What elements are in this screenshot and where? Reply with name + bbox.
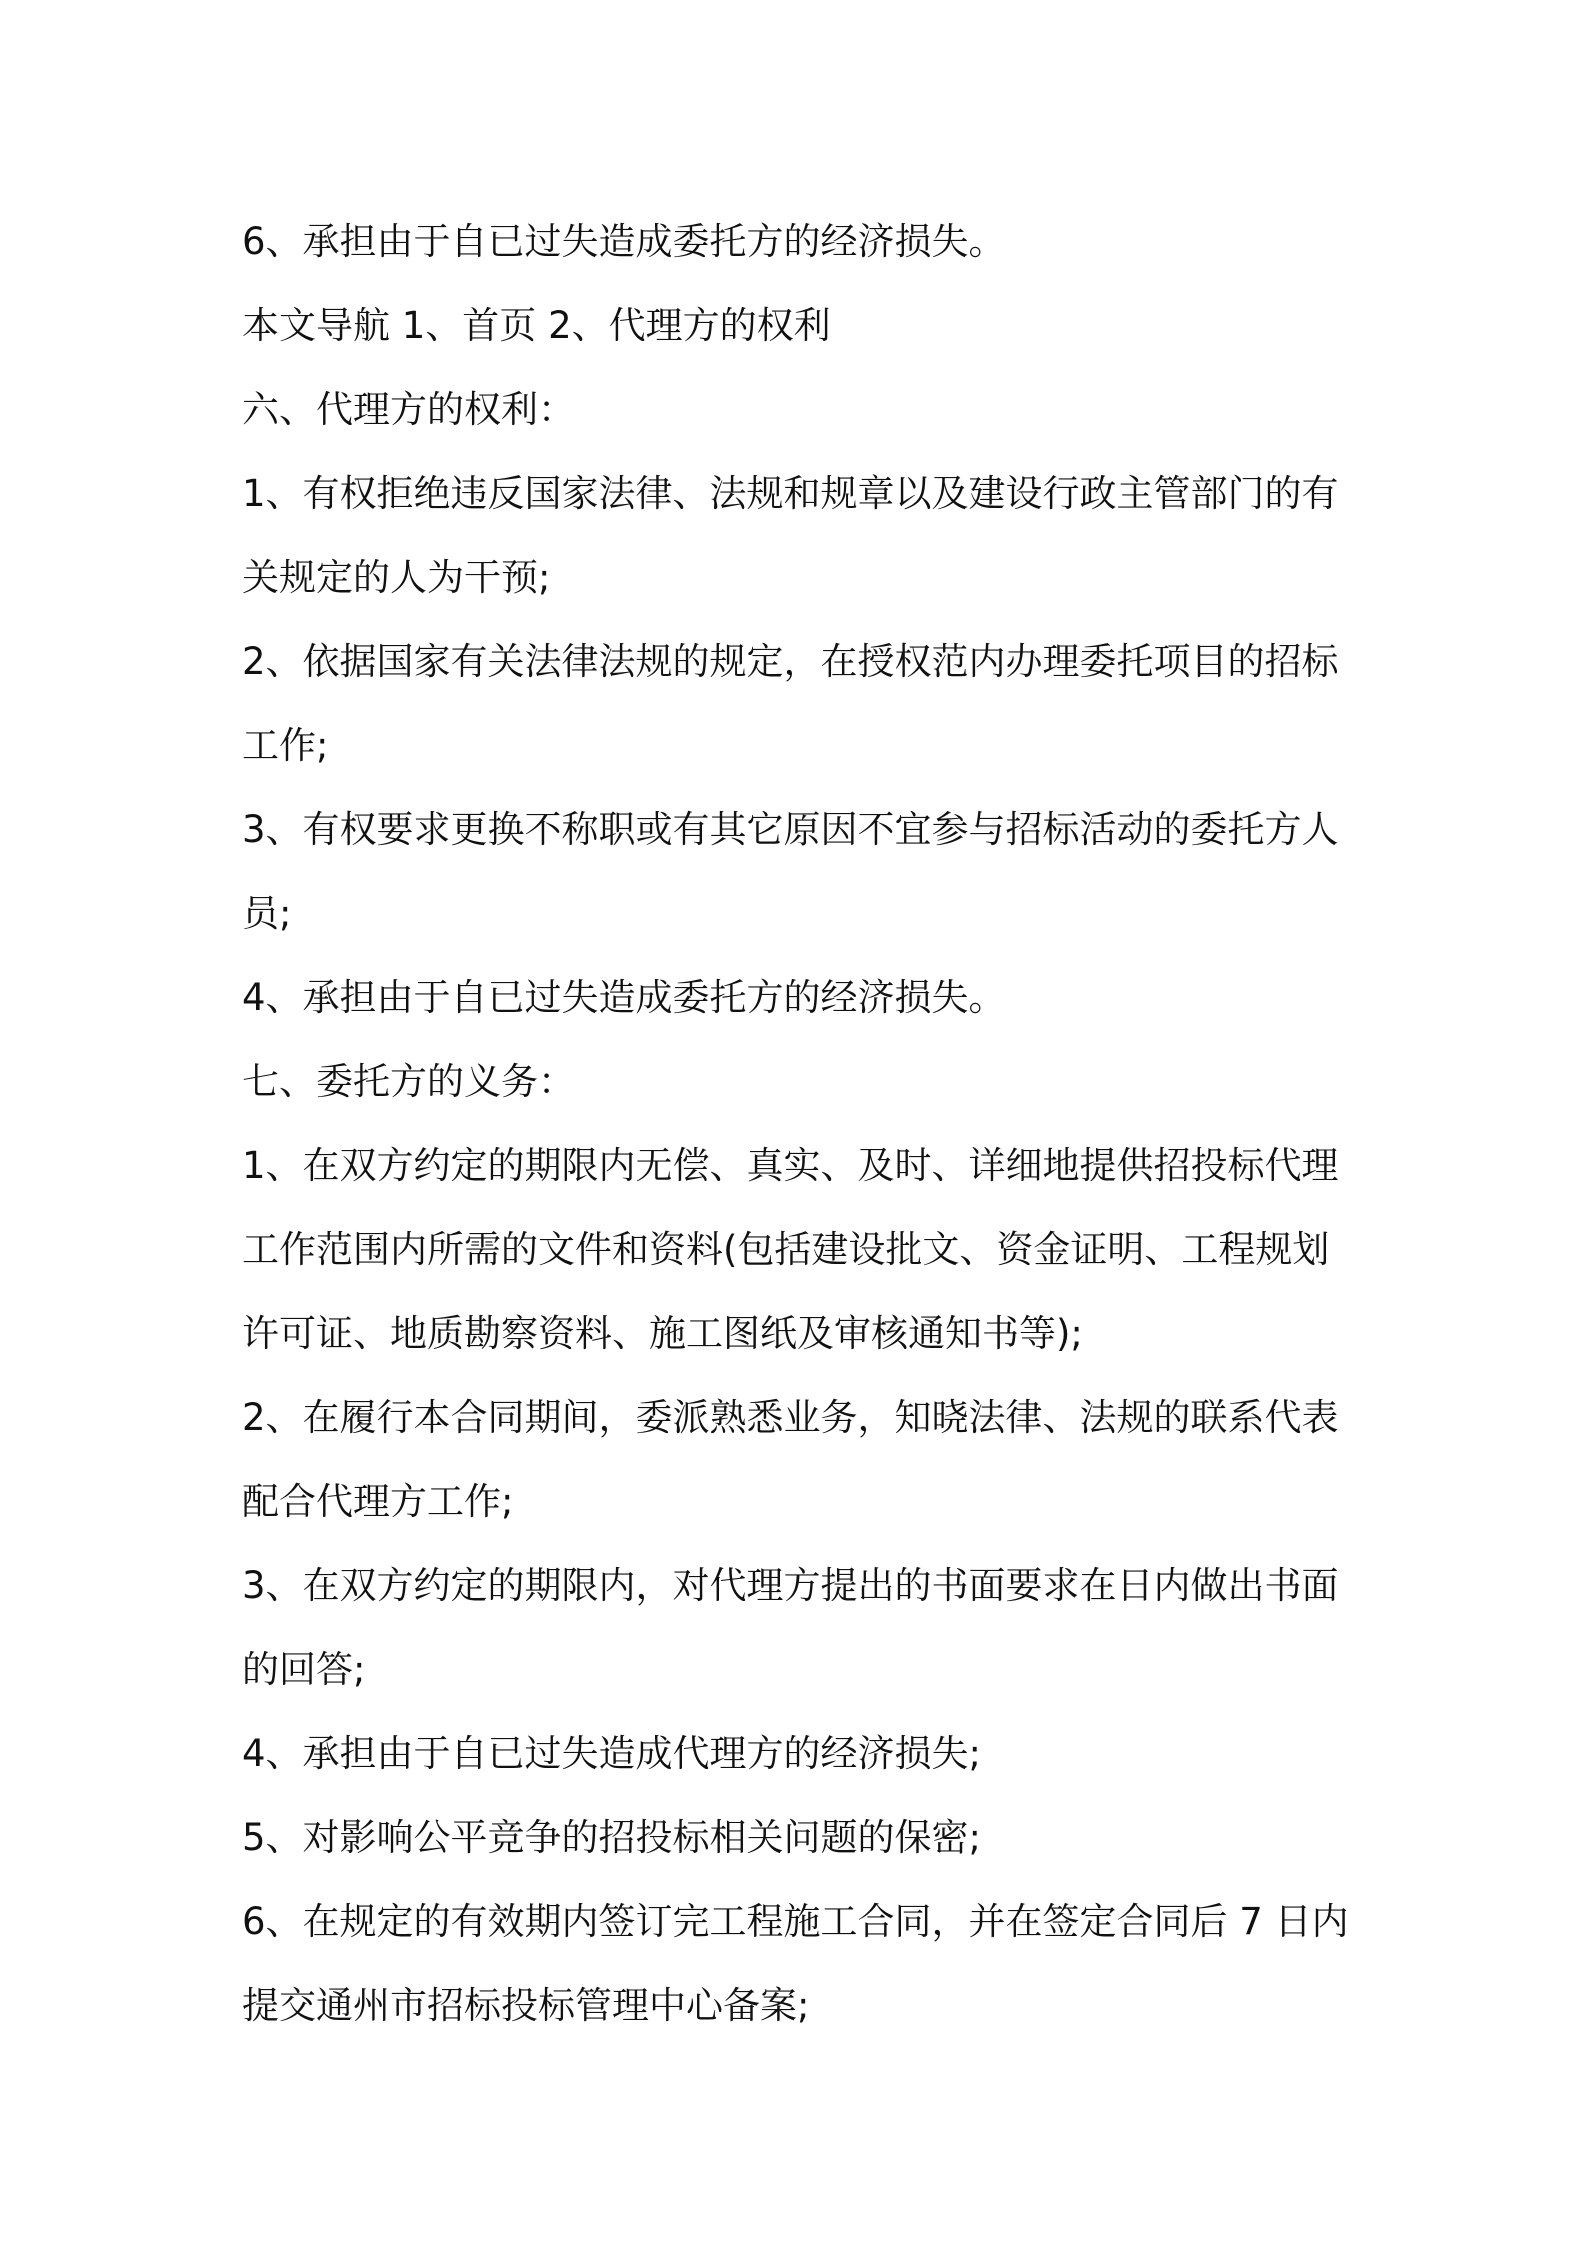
text-line-22: 提交通州市招标投标管理中心备案; <box>242 1984 810 2027</box>
text-line-21: 6、在规定的有效期内签订完工程施工合同，并在签定合同后 7 日内 <box>242 1900 1349 1943</box>
text-line-6: 2、依据国家有关法律法规的规定，在授权范内办理委托项目的招标 <box>242 640 1339 683</box>
text-line-9: 员; <box>242 892 292 935</box>
section-heading-7: 七、委托方的义务： <box>242 1060 575 1103</box>
text-line-1: 6、承担由于自已过失造成委托方的经济损失。 <box>242 220 1006 263</box>
text-line-18: 的回答; <box>242 1648 366 1691</box>
text-line-10: 4、承担由于自已过失造成委托方的经济损失。 <box>242 976 1006 1019</box>
text-line-15: 2、在履行本合同期间，委派熟悉业务，知晓法律、法规的联系代表 <box>242 1396 1339 1439</box>
text-line-17: 3、在双方约定的期限内，对代理方提出的书面要求在日内做出书面 <box>242 1564 1339 1607</box>
text-line-7: 工作; <box>242 724 329 767</box>
text-line-14: 许可证、地质勘察资料、施工图纸及审核通知书等); <box>242 1312 1083 1355</box>
document-body <box>242 200 1362 2048</box>
text-line-16: 配合代理方工作; <box>242 1480 514 1523</box>
text-line-4: 1、有权拒绝违反国家法律、法规和规章以及建设行政主管部门的有 <box>242 472 1339 515</box>
text-line-5: 关规定的人为干预; <box>242 556 551 599</box>
section-heading-6: 六、代理方的权利： <box>242 388 575 431</box>
text-line-13: 工作范围内所需的文件和资料(包括建设批文、资金证明、工程规划 <box>242 1228 1330 1271</box>
text-line-19: 4、承担由于自已过失造成代理方的经济损失; <box>242 1732 982 1775</box>
text-line-2: 本文导航 1、首页 2、代理方的权利 <box>242 304 831 347</box>
text-line-20: 5、对影响公平竞争的招投标相关问题的保密; <box>242 1816 982 1859</box>
text-line-12: 1、在双方约定的期限内无偿、真实、及时、详细地提供招投标代理 <box>242 1144 1339 1187</box>
text-line-8: 3、有权要求更换不称职或有其它原因不宜参与招标活动的委托方人 <box>242 808 1339 851</box>
